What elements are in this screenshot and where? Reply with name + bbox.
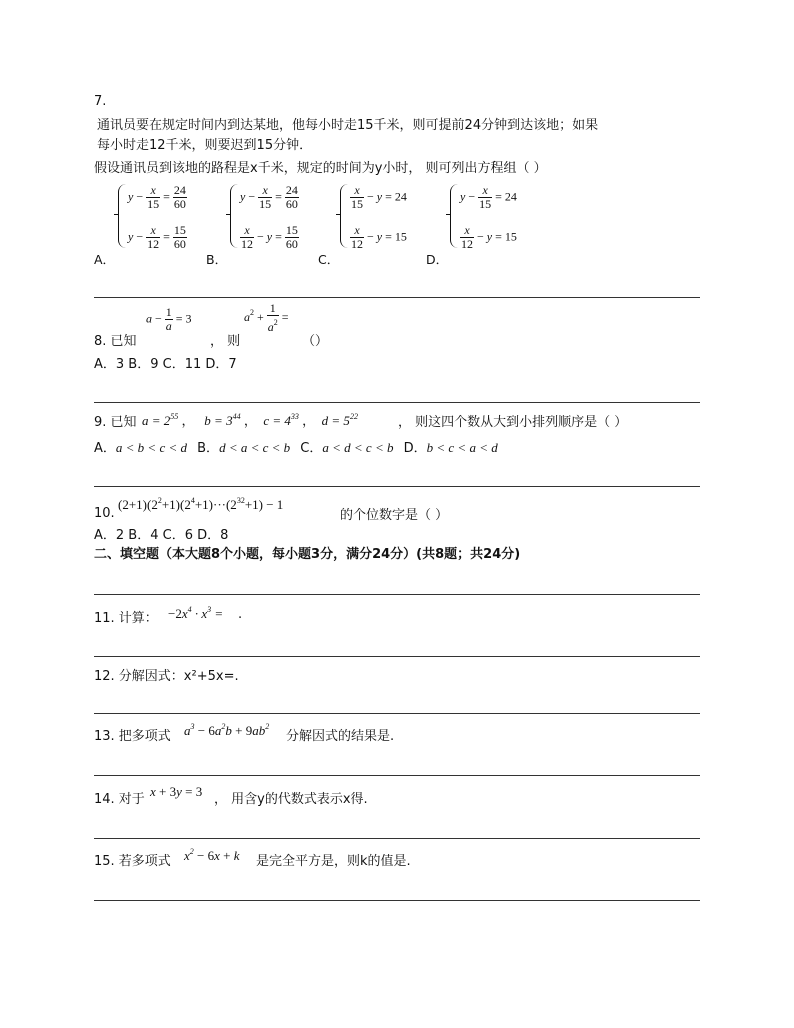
q7-option-c-label: C．	[318, 252, 340, 267]
q7-line3: 假设通讯员到该地的路程是x千米，规定的时间为y小时， 则可列出方程组（ ）	[94, 161, 547, 176]
q7-line1: 通讯员要在规定时间内到达某地，他每小时走15千米，则可提前24分钟到达该地；如果	[97, 118, 599, 133]
q7-option-d-system: y − $\frac{x}{15}$ = 24 $\frac{x}{12}$ − y = 15	[450, 184, 540, 254]
q10-expression: $(2+1)(2^2+1)(2^4+1)\cdot\cdot\cdot(2^{32}+1) - 1$	[118, 496, 284, 512]
q12-text: 12. 分解因式：x²+5x=.	[94, 669, 239, 684]
q14-equation: x + 3y = 3	[150, 784, 203, 799]
q8-prefix: 8. 已知	[94, 334, 137, 349]
q8-target-expression: $a^2$ + $\frac{1}{a^2}$ =	[244, 301, 289, 334]
q13-polynomial: $a^3 - 6a^2b + 9ab^2$	[184, 722, 270, 738]
q8-mid: ， 则	[210, 334, 241, 349]
divider	[94, 594, 700, 595]
q7-option-a-system: y − $\frac{x}{15}$ = $\frac{24}{60}$ y − $\frac{x}{12}$ = $\frac{15}{60}$	[118, 184, 208, 254]
q13-suffix: 分解因式的结果是.	[286, 729, 395, 744]
q9-prefix: 9. 已知	[94, 415, 137, 430]
divider	[94, 713, 700, 714]
q7-option-b-label: B．	[206, 252, 228, 267]
q10-number: 10.	[94, 506, 115, 521]
q9-options: A．a < b < c < d B．d < a < c < b C．a < d < c < b D．b < c < a < d	[94, 440, 498, 456]
q9-values: $a = 2^{55}$ ， $b = 3^{44}$ ， $c = 4^{33}$ ， $d = 5^{22}$	[142, 412, 358, 428]
q9-suffix: ， 则这四个数从大到小排列顺序是（ ）	[398, 415, 628, 430]
divider	[94, 775, 700, 776]
section-heading: 二、填空题（本大题8个小题，每小题3分，满分24分）(共8题；共24分)	[94, 547, 521, 562]
q11-expression: $-2x^4 \cdot x^3$ =	[168, 605, 224, 621]
q11-prefix: 11. 计算：	[94, 611, 158, 626]
q11-suffix: .	[238, 607, 243, 622]
divider	[94, 297, 700, 298]
q15-polynomial: $x^2 - 6x + k$	[184, 847, 240, 863]
q7-option-a-label: A．	[94, 252, 116, 267]
q7-option-b-system: y − $\frac{x}{15}$ = $\frac{24}{60}$ $\frac{x}{12}$ − y = $\frac{15}{60}$	[230, 184, 320, 254]
divider	[94, 486, 700, 487]
q13-prefix: 13. 把多项式	[94, 729, 171, 744]
q15-prefix: 15. 若多项式	[94, 854, 171, 869]
q14-suffix: ， 用含y的代数式表示x得.	[214, 792, 368, 807]
divider	[94, 900, 700, 901]
q8-options: A．3 B．9 C．11 D．7	[94, 357, 237, 372]
q7-option-d-label: D．	[426, 252, 449, 267]
q15-suffix: 是完全平方是，则k的值是.	[256, 854, 411, 869]
q10-suffix: 的个位数字是（ ）	[340, 508, 449, 523]
q14-prefix: 14. 对于	[94, 792, 145, 807]
divider	[94, 402, 700, 403]
q10-options: A．2 B．4 C．6 D．8	[94, 528, 229, 543]
q7-number: 7.	[94, 94, 107, 109]
q7-line2: 每小时走12千米，则要迟到15分钟．	[97, 138, 313, 153]
q8-suffix: （）	[302, 334, 329, 349]
q8-given-expression: a − $\frac{1}{a}$ = 3	[146, 305, 192, 333]
q7-option-c-system: $\frac{x}{15}$ − y = 24 $\frac{x}{12}$ − y = 15	[340, 184, 430, 254]
divider	[94, 656, 700, 657]
divider	[94, 838, 700, 839]
